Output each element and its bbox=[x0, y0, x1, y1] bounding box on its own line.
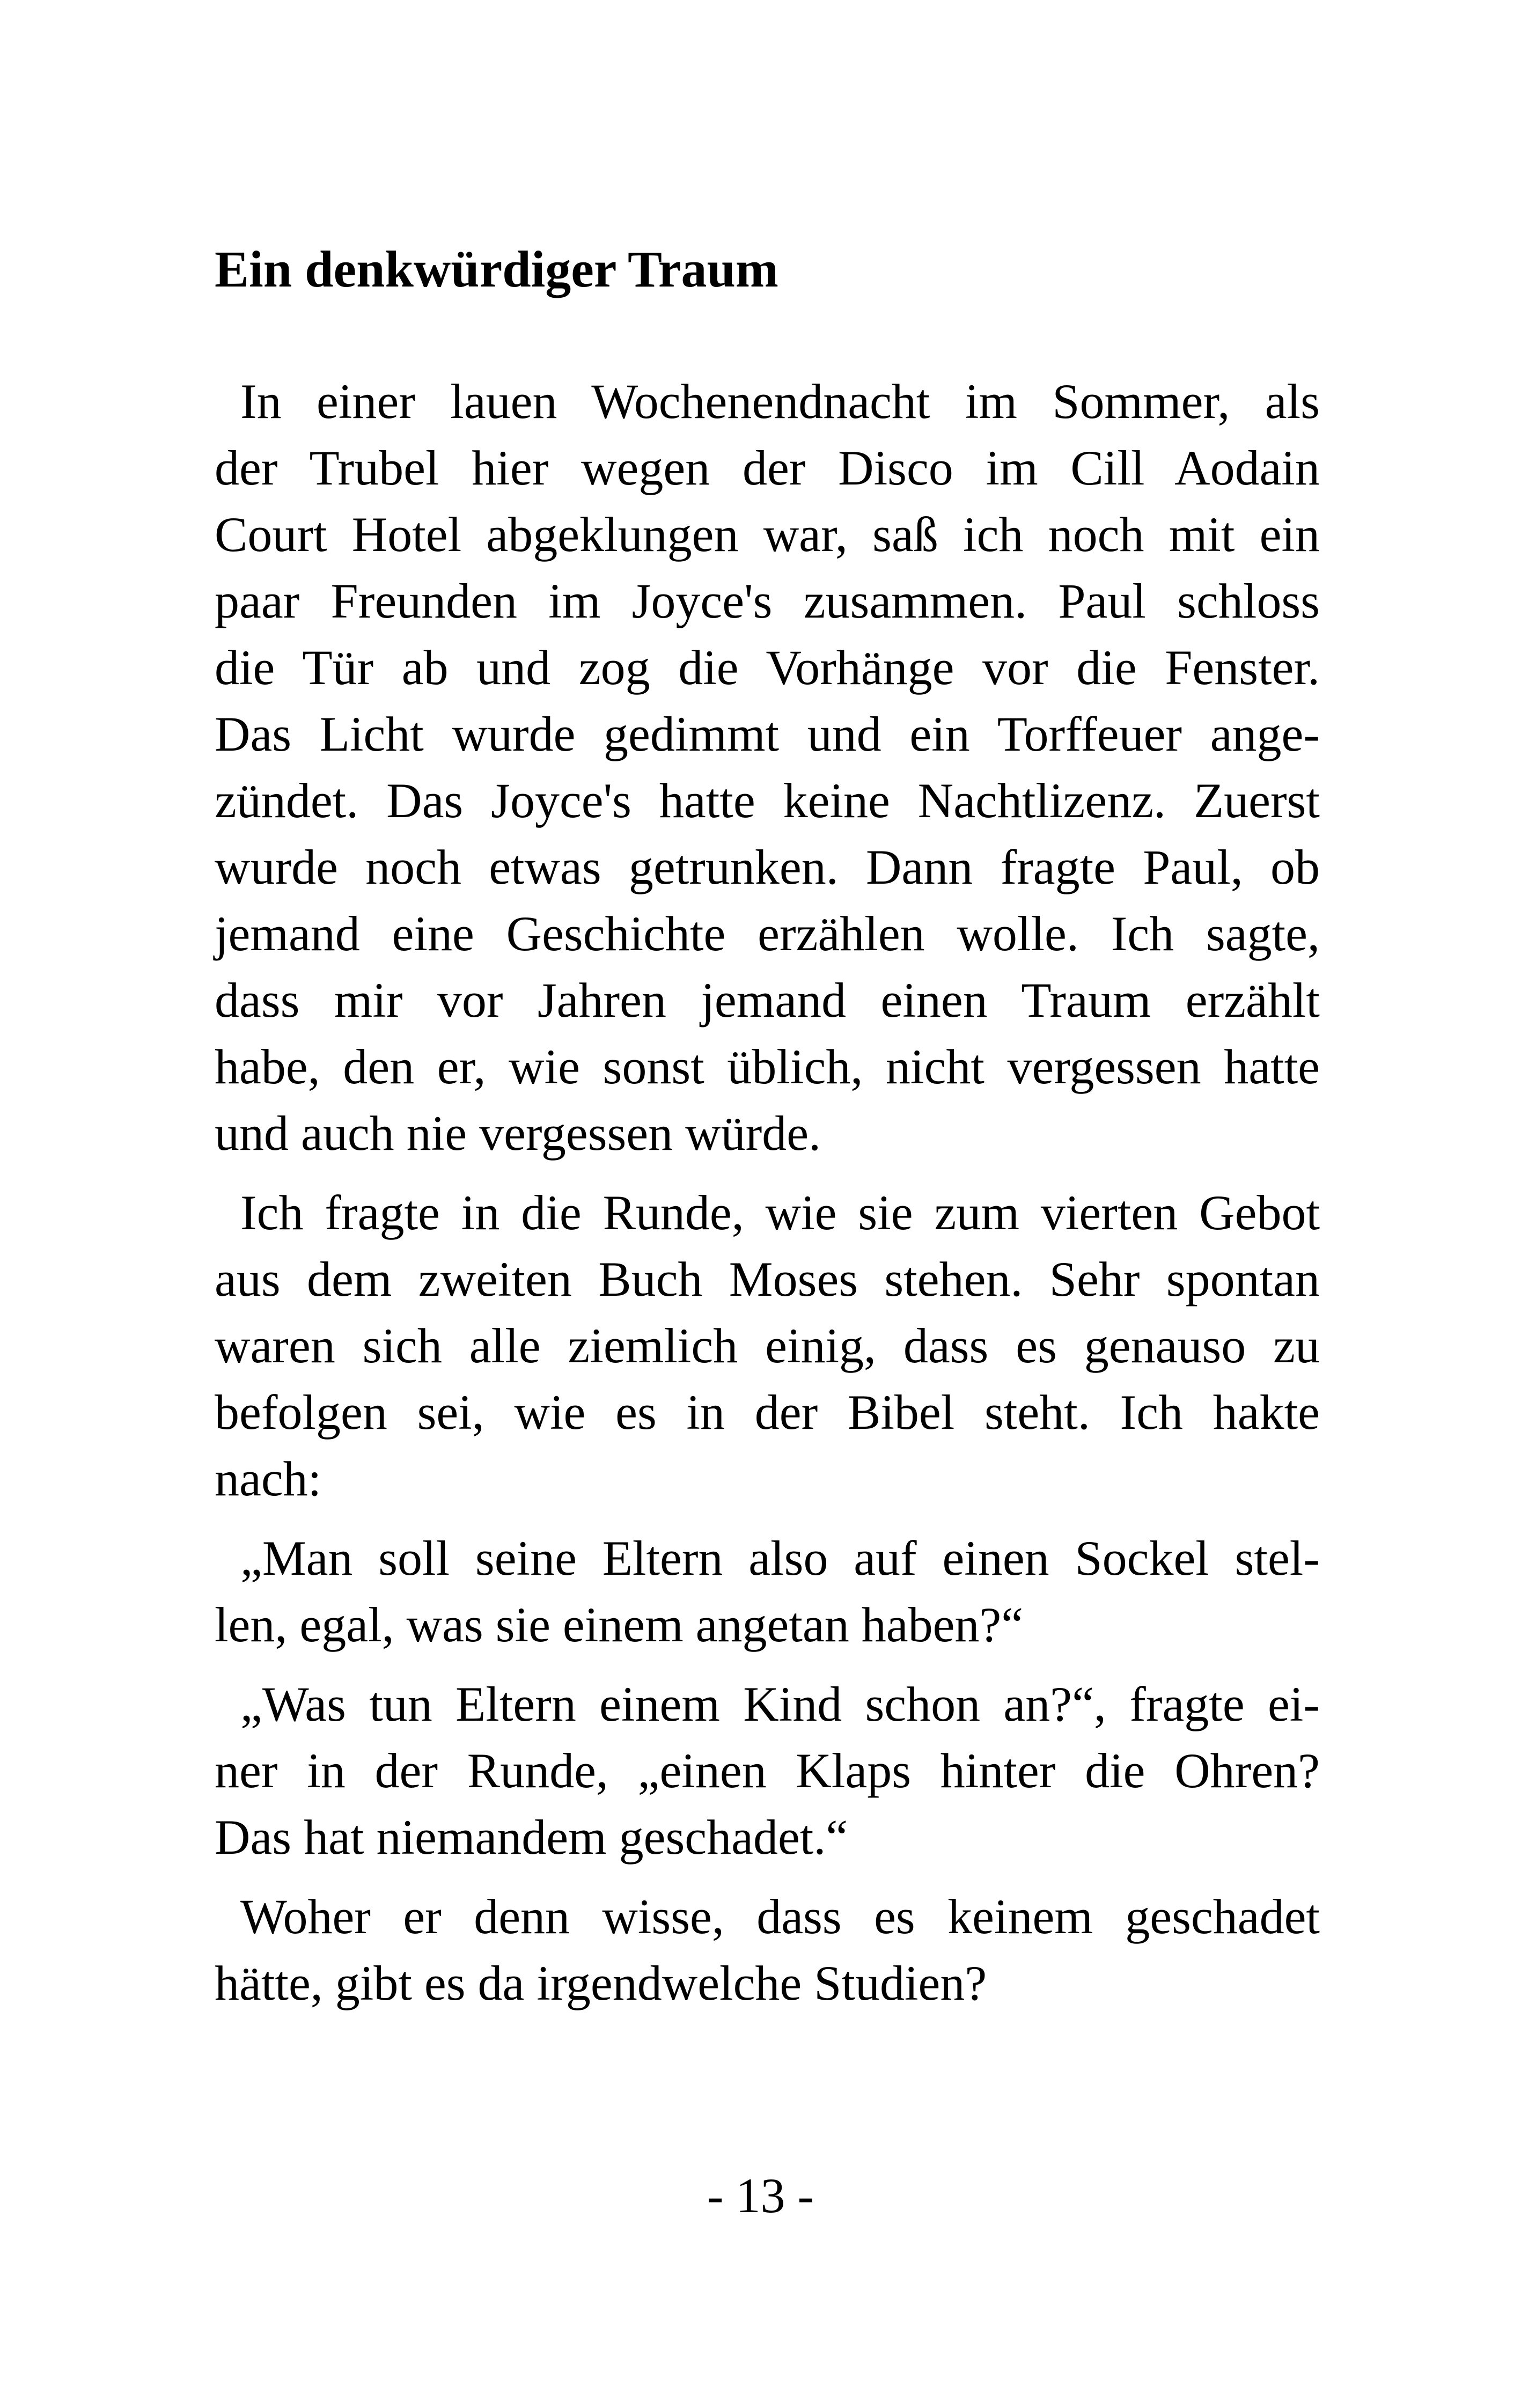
text-line: Das hat niemandem geschadet.“ bbox=[215, 1810, 848, 1864]
text-line: nach: bbox=[215, 1451, 322, 1506]
page-number: - 13 - bbox=[707, 2168, 814, 2223]
text-line: und auch nie vergessen würde. bbox=[215, 1106, 821, 1161]
text-line: der Trubel hier wegen der Disco im Cill Aodain bbox=[215, 441, 1320, 495]
text-line: jemand eine Geschichte erzählen wolle. Ich sagte, bbox=[215, 906, 1320, 961]
text-line: ner in der Runde, „einen Klaps hinter die Ohren? bbox=[215, 1743, 1320, 1798]
text-line: Court Hotel abgeklungen war, saß ich noch mit ein bbox=[215, 507, 1320, 562]
text-line: dass mir vor Jahren jemand einen Traum erzählt bbox=[215, 973, 1320, 1027]
text-line: Woher er denn wisse, dass es keinem geschadet bbox=[240, 1889, 1320, 1944]
text-line: aus dem zweiten Buch Moses stehen. Sehr spontan bbox=[215, 1252, 1320, 1306]
text-line: habe, den er, wie sonst üblich, nicht vergessen hatte bbox=[215, 1039, 1320, 1094]
text-line: „Man soll seine Eltern also auf einen Sockel stel- bbox=[240, 1531, 1320, 1585]
text-line: die Tür ab und zog die Vorhänge vor die Fenster. bbox=[215, 640, 1320, 695]
text-line: paar Freunden im Joyce's zusammen. Paul schloss bbox=[215, 574, 1320, 628]
chapter-title: Ein denkwürdiger Traum bbox=[215, 240, 778, 298]
text-line: wurde noch etwas getrunken. Dann fragte Paul, ob bbox=[215, 840, 1320, 894]
text-line: Das Licht wurde gedimmt und ein Torffeuer ange- bbox=[215, 707, 1320, 761]
text-line: waren sich alle ziemlich einig, dass es genauso zu bbox=[215, 1318, 1320, 1373]
paragraph bbox=[215, 1179, 1320, 1512]
text-line: Ich fragte in die Runde, wie sie zum vierten Gebot bbox=[240, 1185, 1320, 1240]
text-line: befolgen sei, wie es in der Bibel steht. Ich hakte bbox=[215, 1385, 1320, 1440]
paragraph bbox=[215, 368, 1320, 1166]
paragraph bbox=[215, 1525, 1320, 1658]
text-line: hätte, gibt es da irgendwelche Studien? bbox=[215, 1956, 987, 2010]
text-line: zündet. Das Joyce's hatte keine Nachtlizenz. Zuerst bbox=[215, 773, 1320, 828]
paragraph bbox=[215, 1883, 1320, 2016]
text-line: len, egal, was sie einem angetan haben?“ bbox=[215, 1597, 1024, 1652]
paragraph bbox=[215, 1671, 1320, 1870]
page-content bbox=[215, 236, 1320, 2029]
text-line: In einer lauen Wochenendnacht im Sommer, als bbox=[240, 374, 1320, 429]
text-line: „Was tun Eltern einem Kind schon an?“, fragte ei- bbox=[240, 1677, 1320, 1731]
body-text bbox=[215, 368, 1320, 2016]
